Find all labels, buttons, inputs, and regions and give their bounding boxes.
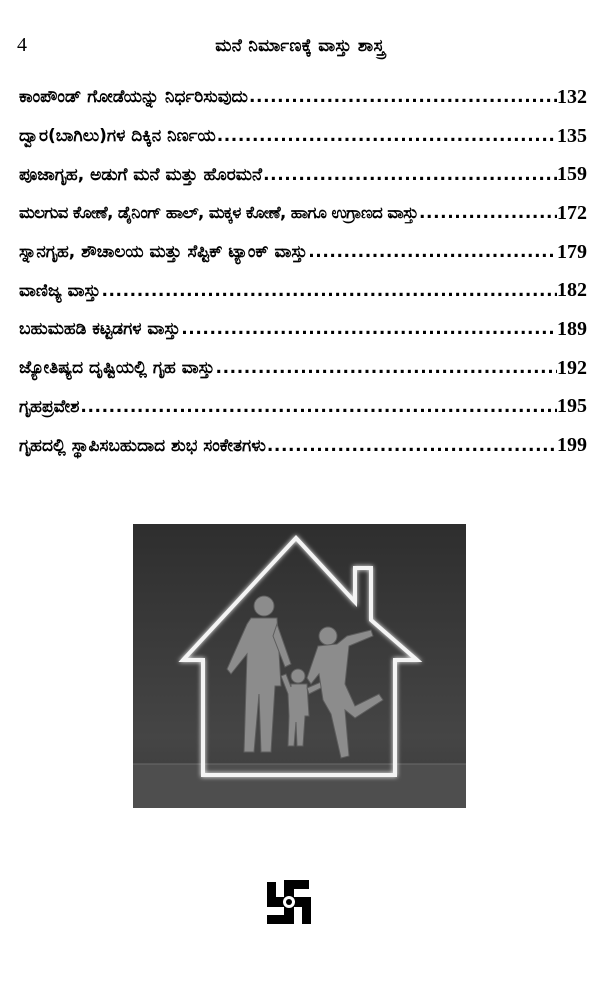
toc-entry-page: 135 — [557, 124, 587, 147]
family-house-illustration — [133, 524, 466, 808]
running-title: ಮನೆ ನಿರ್ಮಾಣಕ್ಕೆ ವಾಸ್ತು ಶಾಸ್ತ್ರ — [215, 36, 385, 56]
toc-entry[interactable] — [19, 155, 587, 194]
toc-entry-title: ಮಲಗುವ ಕೋಣೆ, ಡೈನಿಂಗ್ ಹಾಲ್, ಮಕ್ಕಳ ಕೋಣೆ, ಹಾಗೂ ಉಗ್ರಾಣದ ವಾಸ್ತು — [19, 203, 418, 223]
page-number: 4 — [17, 34, 27, 56]
toc-entry-title: ಜ್ಯೋತಿಷ್ಯದ ದೃಷ್ಟಿಯಲ್ಲಿ ಗೃಹ ವಾಸ್ತು — [19, 358, 215, 379]
toc-entry-title: ಸ್ನಾನಗೃಹ, ಶೌಚಾಲಯ ಮತ್ತು ಸೆಪ್ಟಿಕ್ ಟ್ಯಾಂಕ್ ವಾಸ್ತು — [19, 242, 308, 263]
toc-leader-dots — [216, 126, 557, 146]
toc-leader-dots — [79, 397, 557, 417]
toc-leader-dots — [266, 436, 557, 456]
toc-entry[interactable] — [19, 349, 587, 388]
toc-entry-page: 195 — [557, 395, 587, 418]
toc-entry[interactable] — [19, 78, 587, 117]
toc-leader-dots — [248, 87, 557, 107]
toc-leader-dots — [215, 358, 557, 378]
toc-entry-title: ಬಹುಮಹಡಿ ಕಟ್ಟಡಗಳ ವಾಸ್ತು — [19, 319, 181, 340]
toc-entry-page: 172 — [557, 201, 587, 224]
toc-entry-page: 199 — [557, 434, 587, 457]
toc-leader-dots — [100, 281, 557, 301]
toc-entry[interactable] — [19, 271, 587, 310]
toc-entry[interactable] — [19, 117, 587, 156]
toc-entry-page: 189 — [557, 317, 587, 340]
toc-entry-title: ಗೃಹಪ್ರವೇಶ — [19, 396, 80, 417]
swastika-icon — [263, 876, 315, 928]
toc-entry-title: ಗೃಹದಲ್ಲಿ ಸ್ಥಾಪಿಸಬಹುದಾದ ಶುಭ ಸಂಕೇತಗಳು — [19, 435, 266, 456]
toc-entry-page: 182 — [557, 279, 587, 302]
toc-entry[interactable] — [19, 426, 587, 465]
toc-entry-title: ಕಾಂಪೌಂಡ್ ಗೋಡೆಯನ್ನು ನಿರ್ಧರಿಸುವುದು — [19, 87, 248, 108]
toc-entry-title: ದ್ವಾರ(ಬಾಗಿಲು)ಗಳ ದಿಕ್ಕಿನ ನಿರ್ಣಯ — [19, 126, 216, 147]
toc-entry-page: 159 — [557, 163, 587, 186]
toc-leader-dots — [307, 242, 557, 262]
toc-entry-title: ಪೂಜಾಗೃಹ, ಅಡುಗೆ ಮನೆ ಮತ್ತು ಹೊರಮನೆ — [19, 164, 263, 185]
toc-entry[interactable] — [19, 233, 587, 272]
toc-entry-page: 179 — [557, 240, 587, 263]
table-of-contents — [19, 78, 587, 465]
toc-entry[interactable] — [19, 388, 587, 427]
toc-leader-dots — [418, 203, 557, 223]
toc-entry-title: ವಾಣಿಜ್ಯ ವಾಸ್ತು — [19, 280, 101, 301]
toc-entry-page: 192 — [557, 356, 587, 379]
toc-entry[interactable] — [19, 194, 587, 233]
toc-entry-page: 132 — [557, 85, 587, 108]
toc-entry[interactable] — [19, 310, 587, 349]
toc-leader-dots — [180, 319, 557, 339]
toc-leader-dots — [262, 165, 557, 185]
